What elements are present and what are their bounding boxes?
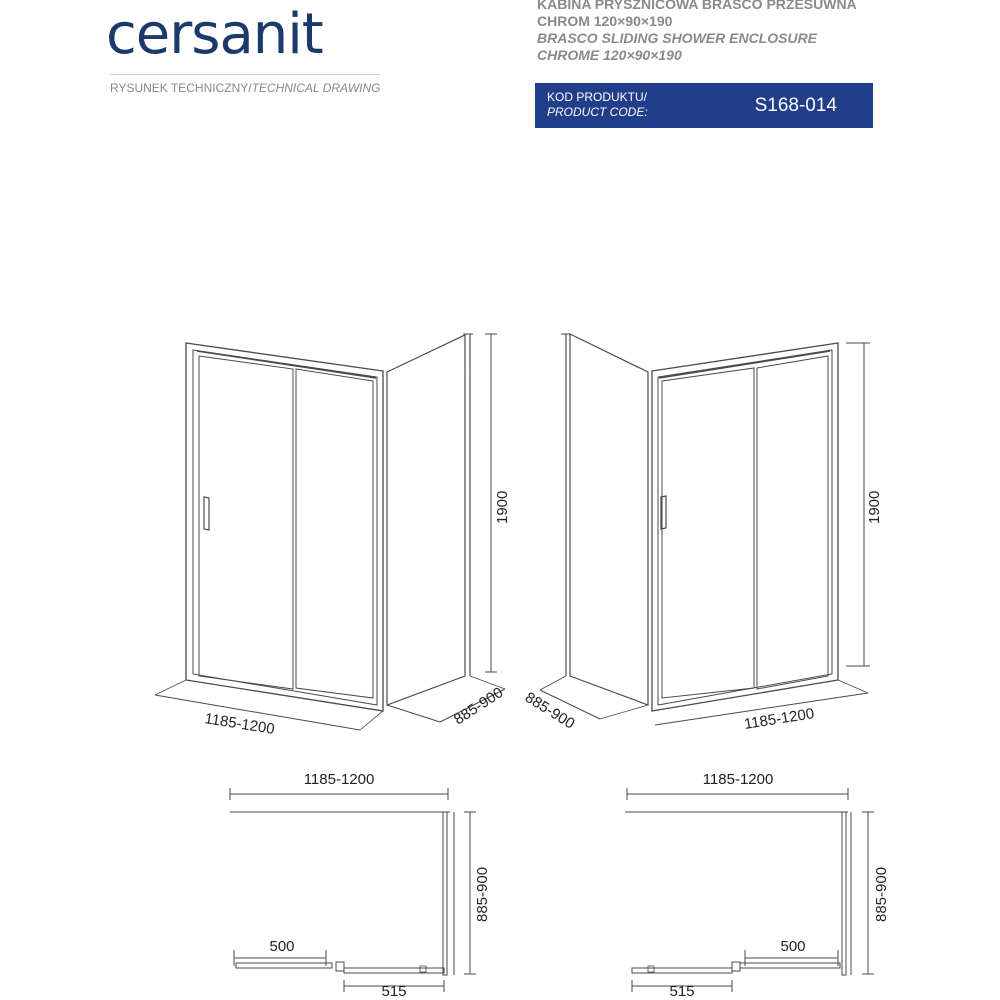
plan-left-opening-label: 500 [269, 938, 295, 955]
door-panel-right-r [757, 356, 828, 689]
front-frame-right [652, 343, 838, 711]
left-width-label: 1185-1200 [203, 710, 276, 738]
plan-left-depth-label: 885-900 [474, 866, 491, 922]
plan-left-width-label: 1185-1200 [303, 771, 375, 788]
product-code-label-en: PRODUCT CODE: [547, 105, 648, 119]
plan-right-opening-label: 500 [780, 938, 806, 955]
plan-left-door-label: 515 [381, 983, 407, 1000]
title-pl-line1: KABINA PRYSZNICOWA BRASCO PRZESUWNA [537, 0, 857, 12]
product-code-value: S168-014 [754, 95, 837, 116]
side-panel-right [570, 334, 648, 705]
door-handle [204, 497, 209, 530]
door-panel-left-r [662, 368, 754, 698]
door-panel-right [296, 369, 373, 698]
left-height-label: 1900 [494, 490, 511, 524]
title-en-line1: BRASCO SLIDING SHOWER ENCLOSURE [537, 30, 818, 46]
front-frame [186, 343, 383, 711]
side-panel [387, 335, 465, 705]
right-perspective-view [540, 334, 870, 725]
front-frame-inner [193, 350, 377, 705]
plan-right-depth-label: 885-900 [873, 866, 890, 922]
plan-right-door-label: 515 [669, 983, 695, 1000]
right-height-label: 1900 [866, 490, 883, 524]
right-depth-label: 885-900 [521, 688, 578, 733]
left-plan-view [230, 788, 476, 992]
title-pl-line2: CHROM 120×90×190 [537, 13, 673, 29]
drawing-label-pl: RYSUNEK TECHNICZNY/ [110, 81, 252, 95]
left-depth-label: 885-900 [450, 684, 507, 729]
product-code-label-pl: KOD PRODUKTU/ [547, 90, 648, 104]
right-plan-view [625, 788, 874, 992]
door-panel-left [199, 356, 293, 689]
right-width-label: 1185-1200 [742, 705, 816, 733]
drawing-label-en: TECHNICAL DRAWING [251, 81, 381, 95]
plan-right-width-label: 1185-1200 [702, 771, 774, 788]
cersanit-logo: cersanit [106, 2, 323, 67]
title-en-line2: CHROME 120×90×190 [537, 47, 682, 63]
left-perspective-view [155, 334, 505, 730]
